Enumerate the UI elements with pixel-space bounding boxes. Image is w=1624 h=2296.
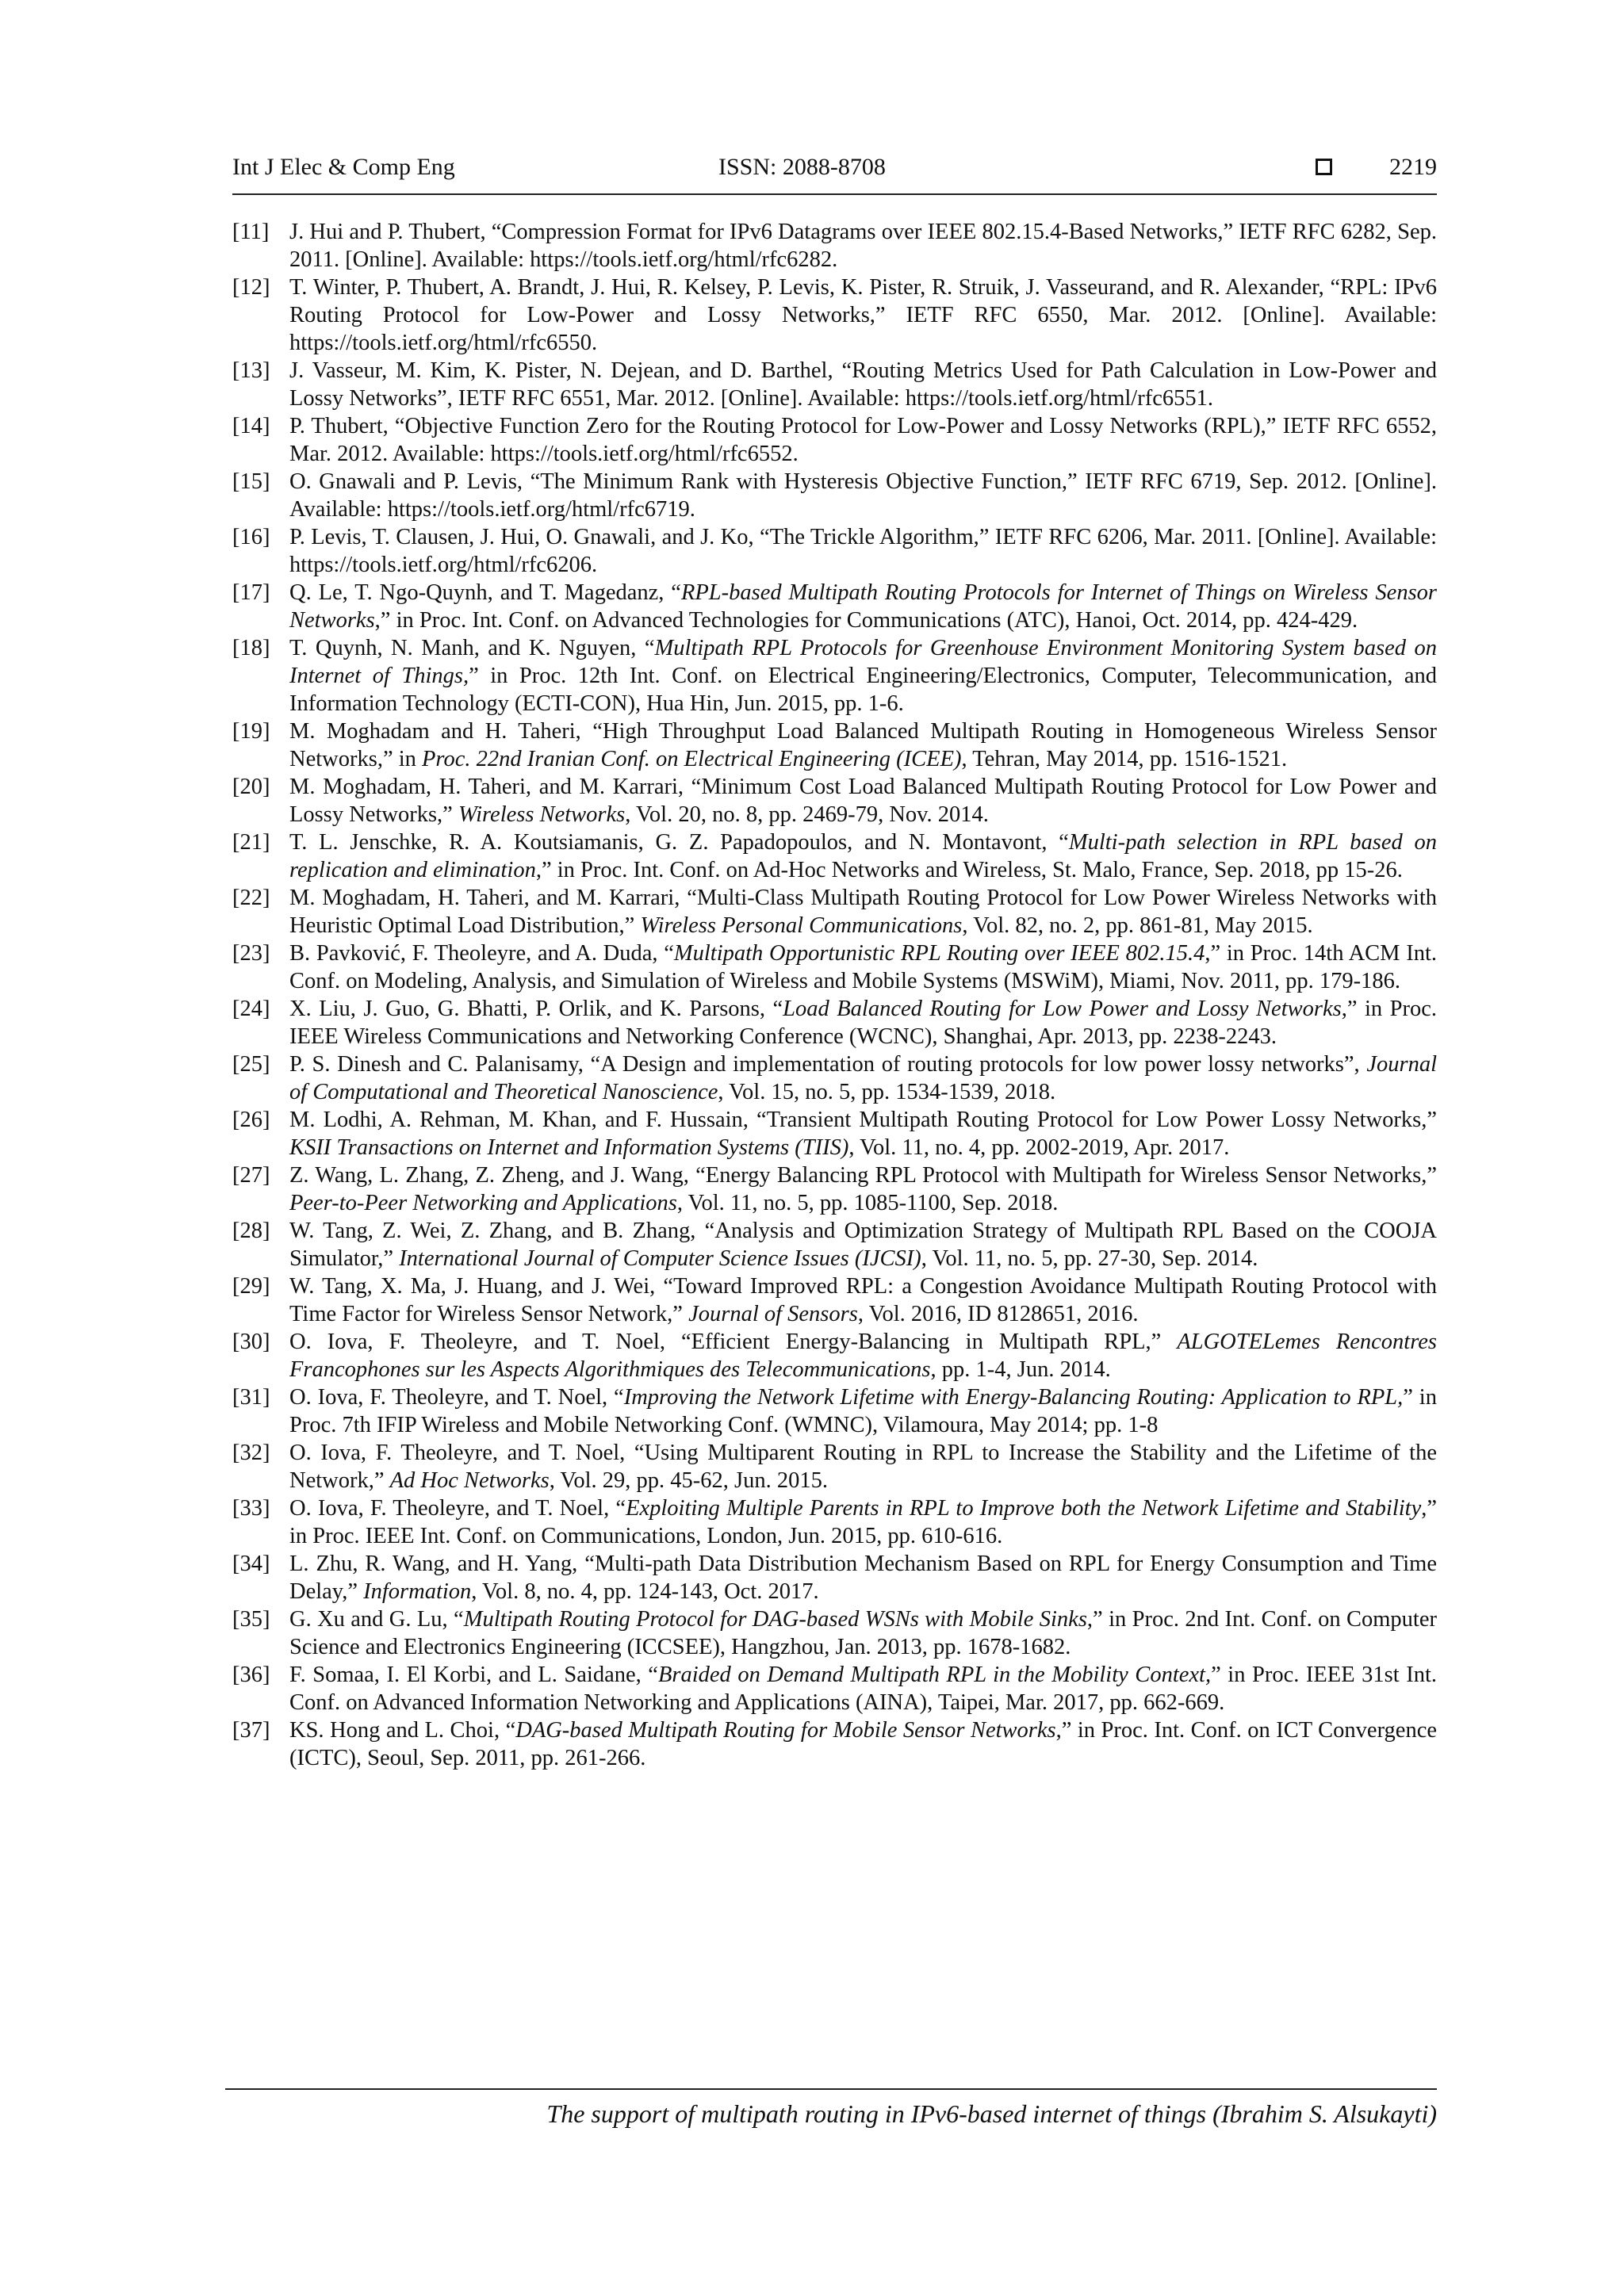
reference-number: [32] — [232, 1441, 270, 1465]
reference-italic-segment: Multi-path selection in RPL based on replication and elimination — [289, 830, 1438, 882]
reference-item — [232, 1383, 1437, 1439]
reference-item — [232, 1106, 1437, 1161]
reference-segment: , Vol. 20, no. 8, pp. 2469-79, Nov. 2014. — [625, 802, 989, 827]
reference-segment: , Vol. 29, pp. 45-62, Jun. 2015. — [549, 1468, 828, 1493]
reference-number: [12] — [232, 275, 270, 300]
reference-item — [232, 773, 1437, 828]
reference-segment: W. Tang, X. Ma, J. Huang, and J. Wei, “Toward Improved RPL: a Congestion Avoidance Multipath Routing Protocol with Time Factor for Wireless Sensor Network,” — [289, 1274, 1437, 1326]
reference-item — [232, 468, 1437, 523]
reference-italic-segment: Wireless Personal Communications — [640, 913, 963, 938]
reference-item — [232, 718, 1437, 773]
reference-number: [36] — [232, 1663, 270, 1687]
reference-segment: O. Iova, F. Theoleyre, and T. Noel, “ — [289, 1385, 624, 1410]
reference-segment: , Vol. 15, no. 5, pp. 1534-1539, 2018. — [718, 1080, 1056, 1104]
reference-segment: M. Moghadam and H. Taheri, “High Throughput Load Balanced Multipath Routing in Homogeneous Wireless Sensor Networks,” in — [289, 719, 1437, 771]
reference-italic-segment: KSII Transactions on Internet and Information Systems (TIIS) — [289, 1135, 849, 1160]
reference-segment: ,” in Proc. Int. Conf. on Advanced Technologies for Communications (ATC), Hanoi, Oct. 2014, pp. 424-429. — [374, 608, 1358, 633]
reference-number: [34] — [232, 1552, 270, 1576]
reference-segment: O. Iova, F. Theoleyre, and T. Noel, “Using Multiparent Routing in RPL to Increase the Stability and the Lifetime of the Network,” — [289, 1441, 1437, 1493]
reference-number: [23] — [232, 941, 270, 966]
reference-item — [232, 1661, 1437, 1716]
reference-text — [289, 634, 1437, 718]
reference-segment: , Vol. 11, no. 5, pp. 1085-1100, Sep. 2018. — [676, 1191, 1059, 1215]
reference-text — [289, 1106, 1437, 1161]
reference-number: [20] — [232, 775, 270, 799]
reference-text — [289, 1328, 1437, 1383]
reference-number: [22] — [232, 886, 270, 910]
reference-segment: KS. Hong and L. Choi, “ — [289, 1718, 516, 1743]
reference-segment: ,” in Proc. Int. Conf. on ICT Convergence (ICTC), Seoul, Sep. 2011, pp. 261-266. — [289, 1718, 1437, 1770]
reference-text — [289, 939, 1437, 995]
reference-segment: ” in Proc. 12th Int. Conf. on Electrical Engineering/Electronics, Computer, Telecommunication, and Information Technology (ECTI-CON), Hua Hin, Jun. 2015, pp. 1-6. — [289, 664, 1437, 716]
reference-segment: , Vol. 11, no. 5, pp. 27-30, Sep. 2014. — [921, 1246, 1258, 1271]
page-footer — [225, 2088, 1437, 2129]
reference-number: [13] — [232, 358, 270, 383]
reference-italic-segment: Journal of Sensors — [688, 1302, 858, 1326]
reference-italic-segment: Information — [363, 1579, 472, 1604]
reference-text — [289, 523, 1437, 579]
reference-segment: ,” in Proc. IEEE Wireless Communications and Networking Conference (WCNC), Shanghai, Apr. 2013, pp. 2238-2243. — [289, 997, 1437, 1049]
reference-segment: O. Iova, F. Theoleyre, and T. Noel, “Efficient Energy-Balancing in Multipath RPL,” — [289, 1330, 1178, 1354]
reference-item — [232, 634, 1437, 718]
reference-italic-segment: Load Balanced Routing for Low Power and Lossy Networks — [783, 997, 1342, 1021]
reference-text — [289, 995, 1437, 1050]
reference-segment: Z. Wang, L. Zhang, Z. Zheng, and J. Wang, “Energy Balancing RPL Protocol with Multipath for Wireless Sensor Networks,” — [289, 1163, 1437, 1188]
reference-text — [289, 274, 1437, 357]
reference-segment: ” in Proc. 7th IFIP Wireless and Mobile Networking Conf. (WMNC), Vilamoura, May 2014; pp. 1-8 — [289, 1385, 1437, 1437]
reference-text — [289, 1161, 1437, 1217]
reference-segment: J. Hui and P. Thubert, “Compression Format for IPv6 Datagrams over IEEE 802.15.4-Based Networks,” IETF RFC 6282, Sep. 2011. [Online]. Available: https://tools.ietf.org/html/rfc6282. — [289, 220, 1437, 272]
reference-text — [289, 773, 1437, 828]
reference-number: [33] — [232, 1496, 270, 1521]
reference-number: [18] — [232, 636, 270, 660]
reference-number: [25] — [232, 1052, 270, 1077]
reference-number: [17] — [232, 580, 270, 605]
reference-segment: T. Quynh, N. Manh, and K. Nguyen, “ — [289, 636, 655, 660]
reference-number: [15] — [232, 469, 270, 494]
reference-segment: O. Iova, F. Theoleyre, and T. Noel, “ — [289, 1496, 626, 1521]
reference-item — [232, 1439, 1437, 1494]
reference-segment: , Tehran, May 2014, pp. 1516-1521. — [961, 747, 1288, 771]
issn: ISSN: 2088-8708 — [718, 154, 886, 180]
reference-italic-segment: Improving the Network Lifetime with Energy-Balancing Routing: Application to RPL, — [623, 1385, 1404, 1410]
reference-italic-segment: Multipath Opportunistic RPL Routing over IEEE 802.15.4 — [673, 941, 1205, 966]
reference-segment: L. Zhu, R. Wang, and H. Yang, “Multi-path Data Distribution Mechanism Based on RPL for Energy Consumption and Time Delay,” — [289, 1552, 1437, 1604]
reference-text — [289, 1272, 1437, 1328]
page-header — [232, 154, 1437, 195]
reference-text — [289, 1383, 1437, 1439]
reference-segment: M. Lodhi, A. Rehman, M. Khan, and F. Hussain, “Transient Multipath Routing Protocol for Low Power Lossy Networks,” — [289, 1108, 1437, 1132]
reference-text — [289, 1494, 1437, 1550]
reference-number: [31] — [232, 1385, 270, 1410]
reference-number: [35] — [232, 1607, 270, 1632]
reference-item — [232, 1605, 1437, 1661]
reference-text — [289, 1217, 1437, 1272]
reference-italic-segment: Proc. 22nd Iranian Conf. on Electrical Engineering (ICEE) — [422, 747, 962, 771]
reference-segment: , Vol. 11, no. 4, pp. 2002-2019, Apr. 2017. — [848, 1135, 1230, 1160]
reference-item — [232, 357, 1437, 412]
reference-italic-segment: Ad Hoc Networks — [389, 1468, 550, 1493]
reference-text — [289, 1661, 1437, 1716]
reference-item — [232, 884, 1437, 939]
reference-number: [19] — [232, 719, 270, 744]
reference-italic-segment: DAG-based Multipath Routing for Mobile Sensor Networks — [515, 1718, 1056, 1743]
journal-name: Int J Elec & Comp Eng — [232, 154, 455, 180]
reference-italic-segment: International Journal of Computer Science Issues (IJCSI) — [399, 1246, 921, 1271]
reference-italic-segment: Peer-to-Peer Networking and Applications — [289, 1191, 677, 1215]
reference-segment: G. Xu and G. Lu, “ — [289, 1607, 464, 1632]
reference-segment: P. Levis, T. Clausen, J. Hui, O. Gnawali, and J. Ko, “The Trickle Algorithm,” IETF RFC 6206, Mar. 2011. [Online]. Available: https://tools.ietf.org/html/rfc6206. — [289, 525, 1437, 577]
reference-italic-segment: Journal of Computational and Theoretical Nanoscience — [289, 1052, 1437, 1104]
reference-number: [30] — [232, 1330, 270, 1354]
reference-segment: ,” in Proc. 2nd Int. Conf. on Computer Science and Electronics Engineering (ICCSEE), Hangzhou, Jan. 2013, pp. 1678-1682. — [289, 1607, 1437, 1659]
reference-segment: O. Gnawali and P. Levis, “The Minimum Rank with Hysteresis Objective Function,” IETF RFC 6719, Sep. 2012. [Online]. Available: https://tools.ietf.org/html/rfc6719. — [289, 469, 1437, 522]
reference-segment: P. S. Dinesh and C. Palanisamy, “A Design and implementation of routing protocols for low power lossy networks”, — [289, 1052, 1367, 1077]
reference-item — [232, 523, 1437, 579]
reference-list — [232, 218, 1437, 1772]
reference-item — [232, 1494, 1437, 1550]
reference-text — [289, 1716, 1437, 1772]
reference-text — [289, 1050, 1437, 1106]
reference-segment: Q. Le, T. Ngo-Quynh, and T. Magedanz, “ — [289, 580, 681, 605]
reference-italic-segment: Multipath RPL Protocols for Greenhouse Environment Monitoring System based on Internet of Things, — [289, 636, 1437, 688]
reference-segment: F. Somaa, I. El Korbi, and L. Saidane, “ — [289, 1663, 658, 1687]
reference-number: [26] — [232, 1108, 270, 1132]
reference-item — [232, 218, 1437, 274]
reference-segment: T. L. Jenschke, R. A. Koutsiamanis, G. Z. Papadopoulos, and N. Montavont, “ — [289, 830, 1069, 855]
reference-italic-segment: RPL-based Multipath Routing Protocols for Internet of Things on Wireless Sensor Networks — [289, 580, 1438, 633]
reference-segment: T. Winter, P. Thubert, A. Brandt, J. Hui, R. Kelsey, P. Levis, K. Pister, R. Struik, J. Vasseurand, and R. Alexander, “RPL: IPv6 Routing Protocol for Low-Power and Lossy Networks,” IETF RFC 6550, Mar. 2012. [Online]. Available: https://tools.ietf.org/html/rfc6550. — [289, 275, 1437, 355]
reference-number: [24] — [232, 997, 270, 1021]
reference-text — [289, 1605, 1437, 1661]
reference-segment: , Vol. 82, no. 2, pp. 861-81, May 2015. — [962, 913, 1313, 938]
reference-segment: M. Moghadam, H. Taheri, and M. Karrari, “Multi-Class Multipath Routing Protocol for Low Power Wireless Networks with Heuristic Optimal Load Distribution,” — [289, 886, 1437, 938]
reference-italic-segment: Braided on Demand Multipath RPL in the Mobility Context, — [657, 1663, 1212, 1687]
reference-italic-segment: ALGOTELemes Rencontres Francophones sur les Aspects Algorithmiques des Telecommunications — [289, 1330, 1437, 1382]
reference-number: [16] — [232, 525, 270, 549]
reference-text — [289, 218, 1437, 274]
reference-italic-segment: Exploiting Multiple Parents in RPL to Improve both the Network Lifetime and Stability — [626, 1496, 1422, 1521]
reference-italic-segment: Wireless Networks — [458, 802, 626, 827]
reference-segment: J. Vasseur, M. Kim, K. Pister, N. Dejean, and D. Barthel, “Routing Metrics Used for Path Calculation in Low-Power and Lossy Networks”, IETF RFC 6551, Mar. 2012. [Online]. Available: https://tools.ietf.org/html/rfc6551. — [289, 358, 1437, 411]
reference-item — [232, 1050, 1437, 1106]
reference-number: [27] — [232, 1163, 270, 1188]
reference-item — [232, 579, 1437, 634]
reference-number: [11] — [232, 220, 270, 244]
reference-number: [37] — [232, 1718, 270, 1743]
reference-text — [289, 1550, 1437, 1605]
reference-segment: X. Liu, J. Guo, G. Bhatti, P. Orlik, and K. Parsons, “ — [289, 997, 783, 1021]
reference-item — [232, 1550, 1437, 1605]
reference-item — [232, 1716, 1437, 1772]
reference-text — [289, 828, 1437, 884]
reference-item — [232, 1217, 1437, 1272]
reference-segment: , Vol. 2016, ID 8128651, 2016. — [857, 1302, 1139, 1326]
reference-text — [289, 718, 1437, 773]
reference-item — [232, 1161, 1437, 1217]
reference-number: [21] — [232, 830, 270, 855]
reference-item — [232, 1272, 1437, 1328]
reference-segment: P. Thubert, “Objective Function Zero for the Routing Protocol for Low-Power and Lossy Networks (RPL),” IETF RFC 6552, Mar. 2012. Available: https://tools.ietf.org/html/rfc6552. — [289, 414, 1437, 466]
reference-segment: ,” in Proc. IEEE Int. Conf. on Communications, London, Jun. 2015, pp. 610-616. — [289, 1496, 1438, 1548]
reference-segment: ” in Proc. IEEE 31st Int. Conf. on Advanced Information Networking and Applications (AINA), Taipei, Mar. 2017, pp. 662-669. — [289, 1663, 1437, 1715]
reference-number: [28] — [232, 1219, 270, 1243]
reference-text — [289, 412, 1437, 468]
reference-text — [289, 468, 1437, 523]
footer-title: The support of multipath routing in IPv6-based internet of things (Ibrahim S. Alsukayti) — [546, 2099, 1437, 2128]
page-number: 2219 — [1389, 154, 1437, 180]
reference-segment: ,” in Proc. 14th ACM Int. Conf. on Modeling, Analysis, and Simulation of Wireless and Mobile Systems (MSWiM), Miami, Nov. 2011, pp. 179-186. — [289, 941, 1437, 993]
reference-number: [29] — [232, 1274, 270, 1299]
reference-item — [232, 274, 1437, 357]
reference-segment: , Vol. 8, no. 4, pp. 124-143, Oct. 2017. — [471, 1579, 819, 1604]
reference-text — [289, 579, 1437, 634]
reference-item — [232, 939, 1437, 995]
reference-item — [232, 1328, 1437, 1383]
reference-item — [232, 995, 1437, 1050]
reference-segment: , pp. 1-4, Jun. 2014. — [930, 1357, 1111, 1382]
reference-segment: ,” in Proc. Int. Conf. on Ad-Hoc Networks and Wireless, St. Malo, France, Sep. 2018, pp 15-26. — [535, 858, 1403, 882]
reference-segment: M. Moghadam, H. Taheri, and M. Karrari, “Minimum Cost Load Balanced Multipath Routing Protocol for Low Power and Lossy Networks,” — [289, 775, 1437, 827]
checkbox-square-icon — [1316, 159, 1332, 175]
reference-italic-segment: Multipath Routing Protocol for DAG-based WSNs with Mobile Sinks — [463, 1607, 1087, 1632]
reference-number: [14] — [232, 414, 270, 438]
reference-text — [289, 357, 1437, 412]
reference-item — [232, 828, 1437, 884]
reference-text — [289, 1439, 1437, 1494]
reference-text — [289, 884, 1437, 939]
reference-segment: B. Pavković, F. Theoleyre, and A. Duda, “ — [289, 941, 674, 966]
reference-segment: W. Tang, Z. Wei, Z. Zhang, and B. Zhang, “Analysis and Optimization Strategy of Multipath RPL Based on the COOJA Simulator,” — [289, 1219, 1437, 1271]
reference-item — [232, 412, 1437, 468]
